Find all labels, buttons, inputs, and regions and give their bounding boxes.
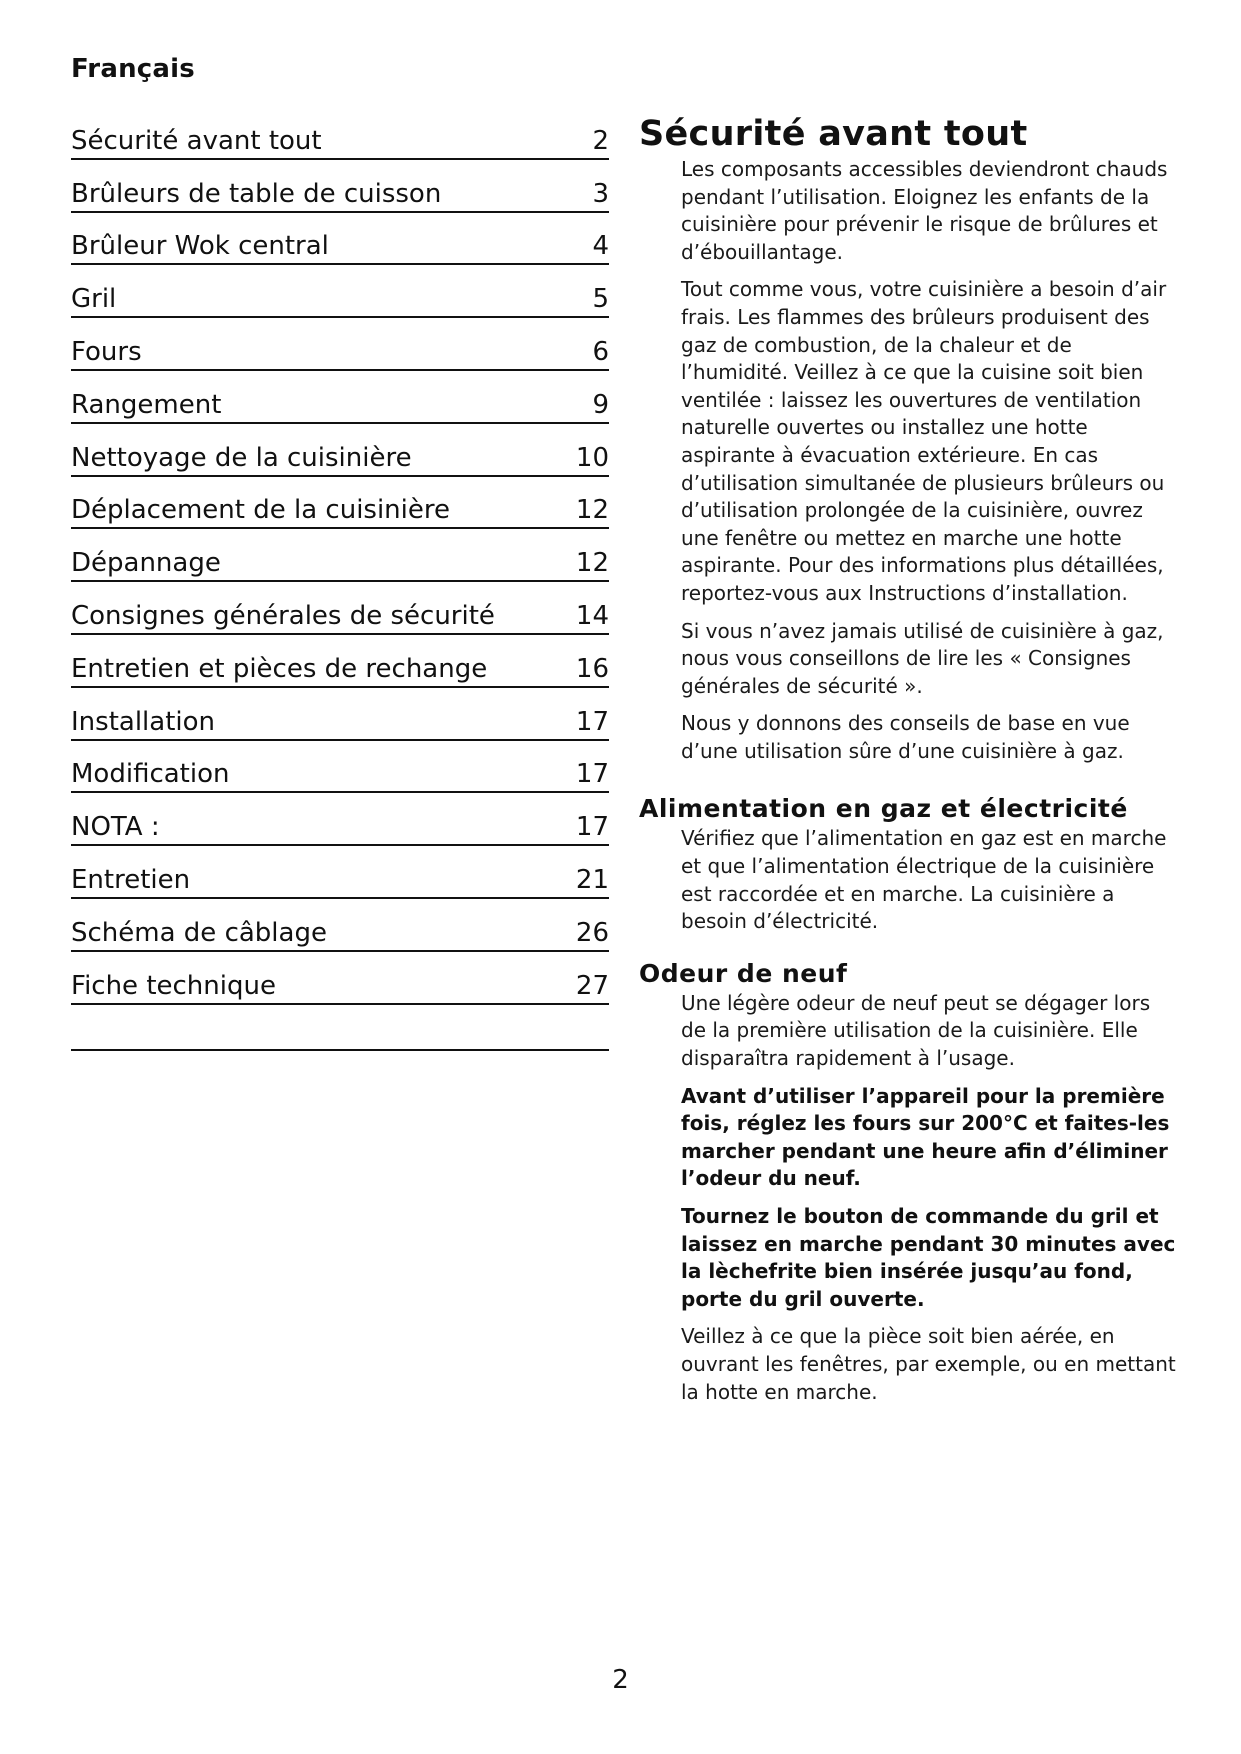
toc-row[interactable] [71,213,609,266]
language-heading: Français [71,54,195,84]
toc-entry-title: Installation [71,706,216,737]
paragraph: Nous y donnons des conseils de base en vue d’une utilisation sûre d’une cuisinière à gaz. [681,711,1130,763]
toc-row[interactable] [71,688,609,741]
toc-entry-title: Fiche technique [71,970,276,1001]
paragraph: Si vous n’avez jamais utilisé de cuisinière à gaz, nous vous conseillons de lire les « Consignes générales de sécurité ». [681,618,1164,698]
toc-entry-title: Schéma de câblage [71,917,327,948]
toc-row[interactable] [71,582,609,635]
toc-entry-page: 4 [592,231,609,262]
section-heading-supply: Alimentation en gaz et électricité [639,794,1128,824]
section-safety [639,112,1179,765]
toc-entry-page: 27 [575,970,609,1001]
toc-entry-page: 5 [592,284,609,315]
toc-row[interactable] [71,529,609,582]
toc-entry-page: 9 [592,389,609,420]
toc-entry-title: Nettoyage de la cuisinière [71,442,412,473]
toc-entry-page: 2 [592,125,609,156]
toc-entry-title: Brûleur Wok central [71,231,329,262]
paragraph: Vérifiez que l’alimentation en gaz est en marche et que l’alimentation électrique de la cuisinière est raccordée et en marche. La cuisinière a besoin d’électricité. [681,826,1167,934]
toc-entry-title: Entretien et pièces de rechange [71,653,488,684]
paragraph: Veillez à ce que la pièce soit bien aérée, en ouvrant les fenêtres, par exemple, ou en mettant la hotte en marche. [681,1324,1176,1404]
toc-row[interactable] [71,899,609,952]
table-of-contents [71,107,609,1005]
toc-entry-title: Brûleurs de table de cuisson [71,178,442,209]
toc-row[interactable] [71,846,609,899]
toc-entry-page: 17 [575,812,609,843]
toc-entry-page: 17 [575,706,609,737]
toc-entry-title: Entretien [71,864,191,895]
toc-row[interactable] [71,635,609,688]
toc-entry-page: 14 [575,600,609,631]
paragraph: Tout comme vous, votre cuisinière a besoin d’air frais. Les flammes des brûleurs produisent des gaz de combustion, de la chaleur et de l’humidité. Veillez à ce que la cuisine soit bien ventilée : laissez les ouvertures de ventilation naturelle ouvertes ou installez une hotte aspirante à évacuation extérieure. En cas d’utilisation simultanée de plusieurs brûleurs ou d’utilisation prolongée de la cuisinière, ouvrez une fenêtre ou mettez en marche une hotte aspirante. Pour des informations plus détaillées, reportez-vous aux Instructions d’installation. [681,277,1167,605]
toc-entry-title: Rangement [71,389,222,420]
toc-row[interactable] [71,477,609,530]
toc-entry-title: Sécurité avant tout [71,125,322,156]
toc-row[interactable] [71,952,609,1005]
section-new-smell [639,958,1179,1406]
toc-entry-title: Consignes générales de sécurité [71,600,495,631]
toc-entry-title: Dépannage [71,548,221,579]
page-number: 2 [612,1665,629,1695]
toc-row[interactable] [71,424,609,477]
toc-entry-title: Déplacement de la cuisinière [71,495,450,526]
toc-row[interactable] [71,318,609,371]
toc-entry-page: 10 [575,442,609,473]
toc-row[interactable] [71,160,609,213]
toc-entry-page: 26 [575,917,609,948]
content-column [639,112,1179,1416]
toc-row[interactable] [71,741,609,794]
toc-entry-page: 6 [592,336,609,367]
toc-entry-page: 21 [575,864,609,895]
toc-entry-title: Modification [71,759,230,790]
paragraph-bold: Avant d’utiliser l’appareil pour la première fois, réglez les fours sur 200°C et faites-les marcher pendant une heure afin d’éliminer l’odeur du neuf. [681,1083,1170,1191]
toc-entry-page: 16 [575,653,609,684]
paragraph: Une légère odeur de neuf peut se dégager lors de la première utilisation de la cuisinière. Elle disparaîtra rapidement à l’usage. [681,990,1151,1071]
toc-entry-page: 17 [575,759,609,790]
section-heading-new-smell: Odeur de neuf [639,958,848,988]
section-supply [639,793,1179,935]
toc-row[interactable] [71,371,609,424]
toc-entry-page: 12 [575,548,609,579]
toc-row[interactable] [71,107,609,160]
toc-entry-title: Fours [71,336,142,367]
toc-entry-page: 12 [575,495,609,526]
paragraph: Les composants accessibles deviendront chauds pendant l’utilisation. Eloignez les enfants de la cuisinière pour prévenir le risque de brûlures et d’ébouillantage. [681,157,1168,264]
toc-row[interactable] [71,265,609,318]
section-heading-safety: Sécurité avant tout [639,114,1028,154]
toc-end-rule [71,1049,609,1051]
toc-entry-title: NOTA : [71,812,160,843]
paragraph-bold: Tournez le bouton de commande du gril et laissez en marche pendant 30 minutes avec la lèchefrite bien insérée jusqu’au fond, porte du gril ouverte. [681,1204,1176,1311]
toc-row[interactable] [71,793,609,846]
toc-entry-page: 3 [592,178,609,209]
toc-entry-title: Gril [71,284,117,315]
